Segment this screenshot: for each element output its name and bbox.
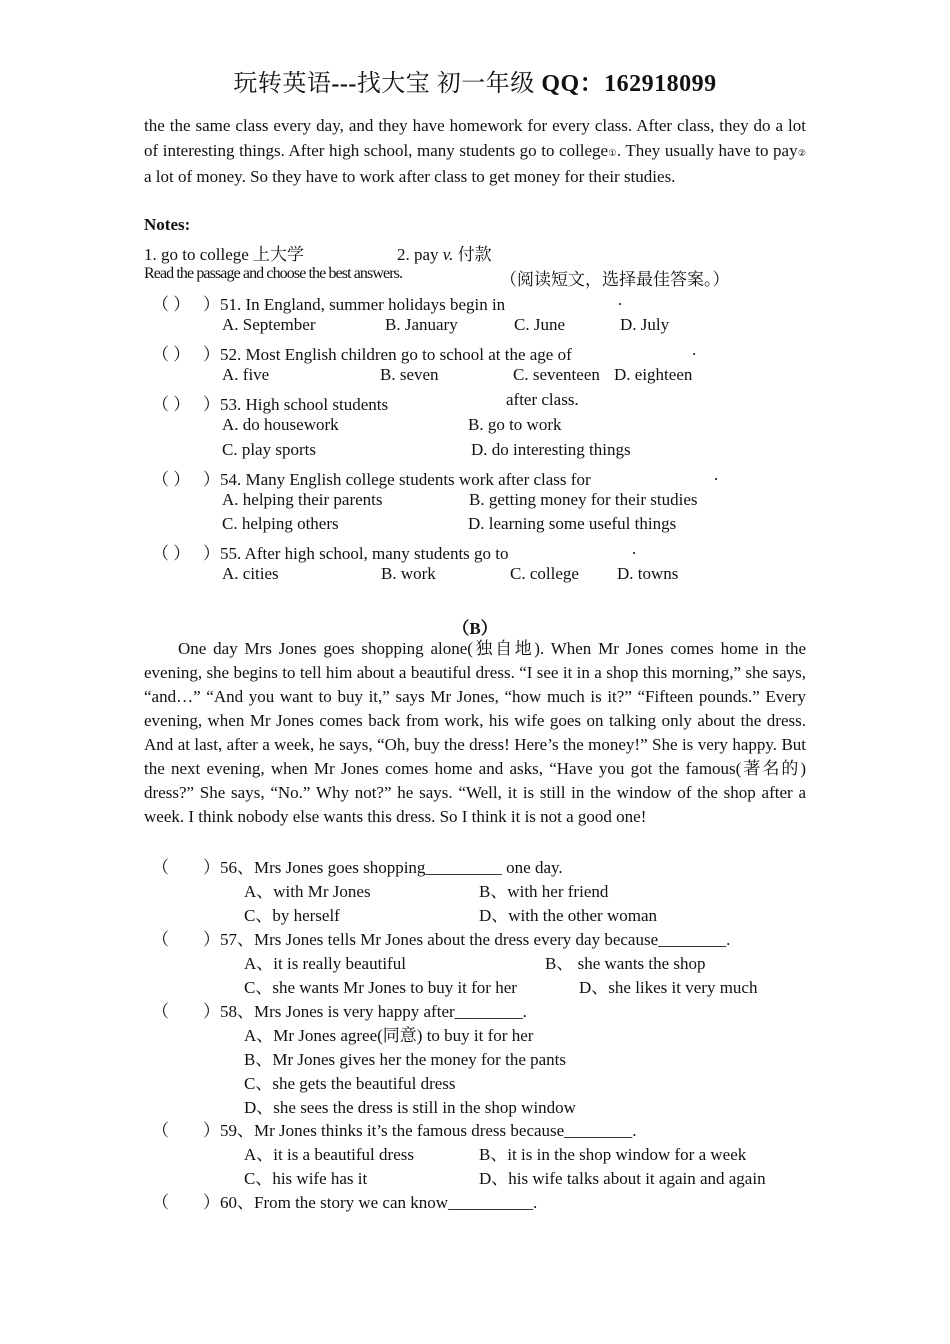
option-52-c[interactable]: C. seventeen — [513, 365, 600, 384]
header-qq: QQ：162918099 — [541, 71, 717, 97]
option-56-c[interactable]: C、by herself — [244, 906, 340, 925]
question-57: ）57、Mrs Jones tells Mr Jones about the dress every day because________. — [203, 930, 731, 949]
option-54-d[interactable]: D. learning some useful things — [468, 514, 677, 533]
option-54-b[interactable]: B. getting money for their studies — [469, 490, 698, 509]
option-57-d[interactable]: D、she likes it very much — [579, 978, 758, 997]
option-58-b[interactable]: B、Mr Jones gives her the money for the pants — [244, 1050, 566, 1069]
option-53-c[interactable]: C. play sports — [222, 440, 316, 459]
option-56-b[interactable]: B、with her friend — [479, 882, 609, 901]
option-52-d[interactable]: D. eighteen — [614, 365, 693, 384]
instruction-en: Read the passage and choose the best answers. — [144, 265, 403, 282]
page-header — [0, 63, 950, 98]
answer-blank-57[interactable]: （ — [152, 930, 169, 949]
answer-blank-55[interactable]: （ ） — [152, 544, 191, 563]
notes-title: Notes: — [144, 215, 191, 234]
question-55: ）55. After high school, many students go to — [203, 544, 509, 563]
option-53-b[interactable]: B. go to work — [468, 415, 562, 434]
answer-blank-52[interactable]: （ ） — [152, 345, 191, 364]
answer-blank-51[interactable]: （ ） — [152, 295, 191, 314]
answer-blank-58[interactable]: （ — [152, 1002, 169, 1021]
option-53-a[interactable]: A. do housework — [222, 415, 339, 434]
option-55-c[interactable]: C. college — [510, 564, 579, 583]
answer-blank-56[interactable]: （ — [152, 858, 169, 877]
question-53: ）53. High school students — [203, 395, 389, 414]
header-prefix: 玩转英语 — [233, 71, 332, 97]
answer-blank-53[interactable]: （ ） — [152, 395, 191, 414]
option-57-b[interactable]: B、 she wants the shop — [545, 954, 706, 973]
footnote-mark-2: ② — [797, 147, 806, 158]
option-57-c[interactable]: C、she wants Mr Jones to buy it for her — [244, 978, 517, 997]
question-58: ）58、Mrs Jones is very happy after________. — [203, 1002, 527, 1021]
option-51-c[interactable]: C. June — [514, 315, 565, 334]
question-56: ）56、Mrs Jones goes shopping_________ one day. — [203, 858, 563, 877]
option-59-d[interactable]: D、his wife talks about it again and again — [479, 1169, 766, 1188]
option-59-a[interactable]: A、it is a beautiful dress — [244, 1145, 414, 1164]
option-55-b[interactable]: B. work — [381, 564, 436, 583]
instruction-cn: （阅读短文，选择最佳答案。） — [500, 270, 730, 289]
option-58-a[interactable]: A、Mr Jones agree(同意) to buy it for her — [244, 1026, 534, 1045]
option-56-d[interactable]: D、with the other woman — [479, 906, 657, 925]
answer-blank-59[interactable]: （ — [152, 1121, 169, 1140]
option-55-d[interactable]: D. towns — [617, 564, 679, 583]
question-54-end: . — [714, 465, 719, 484]
question-52: ）52. Most English children go to school at the age of — [203, 345, 572, 364]
option-54-a[interactable]: A. helping their parents — [222, 490, 383, 509]
footnote-mark-1: ① — [608, 147, 617, 158]
passage-b: One day Mrs Jones goes shopping alone(独自地). When Mr Jones comes home in the evening, she begins to tell him about a beautiful dress. “I see it in a shop this morning,” she says, “and…” “And you want to buy it,” says Mr Jones, “how much is it?” “Fifteen pounds.” Every evening, when Mr Jones comes back from work, his wife goes on talking only about the dress. And at last, after a week, he says, “Oh, buy the dress! Here’s the money!” She is very happy. But the next evening, when Mr Jones comes home and asks, “Have you got the famous(著名的) dress?” She says, “No.” Why not?” he says. “Well, it is still in the window of the shop after a week. I think nobody else wants this dress. So I think it is not a good one! — [144, 639, 806, 826]
option-51-a[interactable]: A. September — [222, 315, 316, 334]
option-58-d[interactable]: D、she sees the dress is still in the shop window — [244, 1098, 576, 1117]
question-59: ）59、Mr Jones thinks it’s the famous dress because________. — [203, 1121, 637, 1140]
note-1: 1. go to college 上大学 — [144, 245, 305, 264]
option-57-a[interactable]: A、it is really beautiful — [244, 954, 406, 973]
note-2: 2. pay v. 付款 — [397, 245, 492, 264]
option-54-c[interactable]: C. helping others — [222, 514, 339, 533]
option-51-b[interactable]: B. January — [385, 315, 458, 334]
option-55-a[interactable]: A. cities — [222, 564, 279, 583]
question-51: ）51. In England, summer holidays begin in — [203, 295, 506, 314]
question-60: ）60、From the story we can know__________. — [203, 1193, 538, 1212]
option-59-c[interactable]: C、his wife has it — [244, 1169, 368, 1188]
question-53-end: after class. — [506, 390, 579, 409]
header-middle: 找大宝 初一年级 — [356, 71, 542, 97]
question-55-end: . — [632, 539, 637, 558]
question-52-end: . — [692, 340, 697, 359]
passage-a-tail: the the same class every day, and they have homework for every class. After class, they do a lot of interesting things. After high school, many students go to college①. They usually have to pay② a lot of money. So they have to work after class to get money for their studies. — [144, 116, 806, 187]
question-54: ）54. Many English college students work after class for — [203, 470, 591, 489]
option-52-b[interactable]: B. seven — [380, 365, 439, 384]
option-53-d[interactable]: D. do interesting things — [471, 440, 631, 459]
option-51-d[interactable]: D. July — [620, 315, 670, 334]
option-59-b[interactable]: B、it is in the shop window for a week — [479, 1145, 747, 1164]
option-58-c[interactable]: C、she gets the beautiful dress — [244, 1074, 456, 1093]
question-51-end: . — [618, 290, 623, 309]
answer-blank-54[interactable]: （ ） — [152, 470, 191, 489]
section-b-title: （B） — [452, 619, 498, 638]
option-52-a[interactable]: A. five — [222, 365, 270, 384]
option-56-a[interactable]: A、with Mr Jones — [244, 882, 371, 901]
header-dashes: --- — [331, 71, 357, 97]
answer-blank-60[interactable]: （ — [152, 1193, 169, 1212]
